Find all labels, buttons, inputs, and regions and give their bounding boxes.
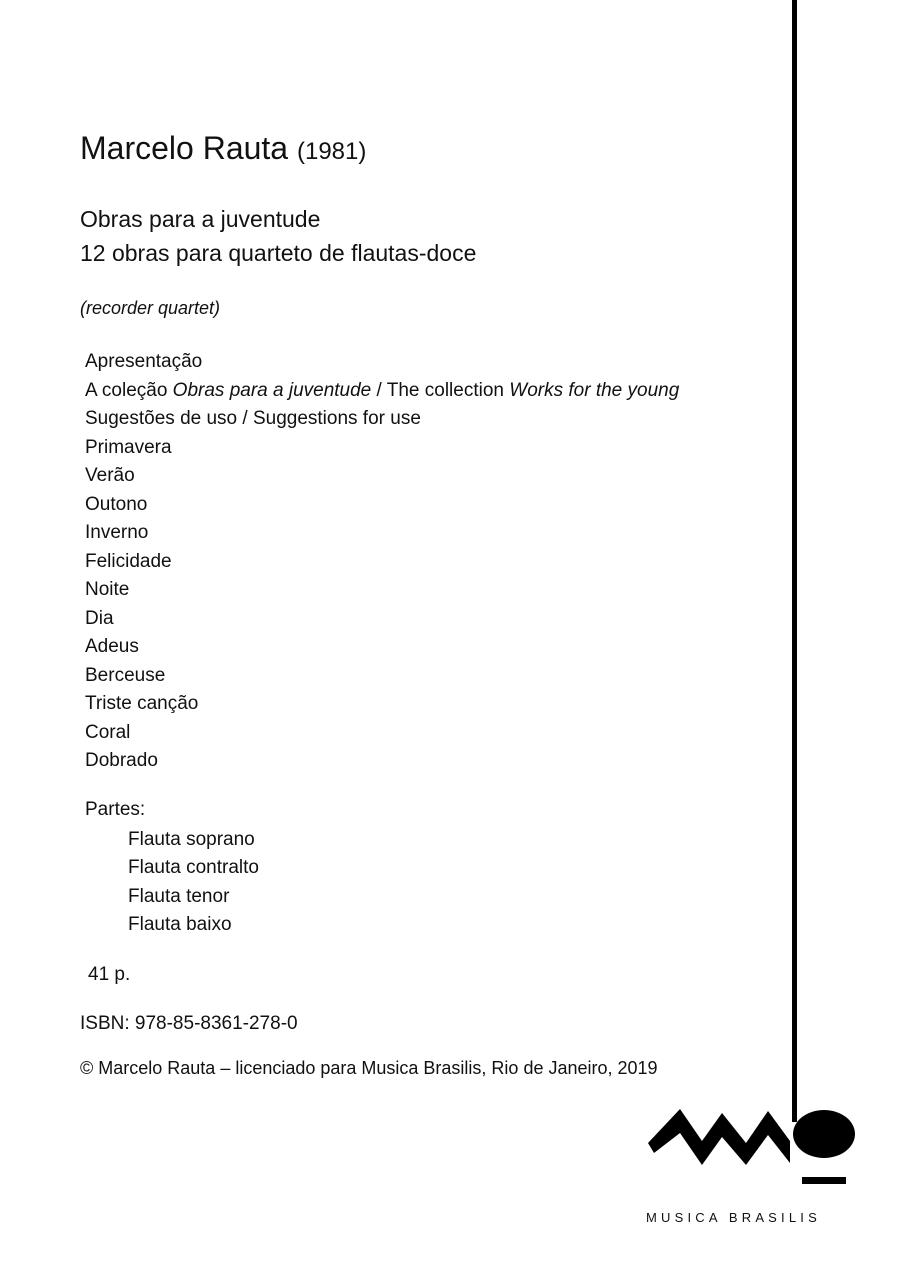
contents-item-collection xyxy=(85,377,679,406)
piece-item: Noite xyxy=(85,579,130,600)
piece-item: Verão xyxy=(85,465,135,486)
part-item: Flauta baixo xyxy=(128,913,232,935)
piece-item: Coral xyxy=(85,721,131,743)
piece-item: Inverno xyxy=(85,522,149,543)
collection-separator: / The collection xyxy=(371,379,510,401)
part-item: Flauta soprano xyxy=(128,829,255,850)
page-count: 41 p. xyxy=(88,964,131,985)
part-item: Flauta tenor xyxy=(128,885,230,907)
part-item: Flauta contralto xyxy=(128,857,259,879)
parts-label: Partes: xyxy=(85,799,146,820)
instrumentation-note: (recorder quartet) xyxy=(80,298,221,318)
contents-list xyxy=(85,348,679,776)
composer-years: (1981) xyxy=(296,138,367,165)
piece-item: Felicidade xyxy=(85,550,172,572)
note-stem-line xyxy=(792,0,797,1122)
composer-heading xyxy=(80,130,366,167)
piece-item: Triste canção xyxy=(85,693,199,714)
isbn: ISBN: 978-85-8361-278-0 xyxy=(80,1013,298,1034)
collection-title-pt: Obras para a juventude xyxy=(172,379,372,401)
work-title-line-2: 12 obras para quarteto de flautas-doce xyxy=(80,240,477,266)
piece-item: Adeus xyxy=(85,636,139,657)
collection-title-en: Works for the young xyxy=(509,379,680,401)
contents-item-presentation: Apresentação xyxy=(85,351,203,372)
parts-list xyxy=(128,826,259,939)
musica-brasilis-logo-icon xyxy=(640,1095,860,1195)
work-title-line-1: Obras para a juventude xyxy=(80,206,321,232)
piece-item: Outono xyxy=(85,493,148,515)
publisher-wordmark: MUSICA BRASILIS xyxy=(646,1210,821,1225)
piece-item: Dobrado xyxy=(85,750,158,771)
piece-item: Berceuse xyxy=(85,664,166,686)
piece-item: Dia xyxy=(85,607,114,629)
composer-name: Marcelo Rauta xyxy=(80,130,289,166)
piece-item: Primavera xyxy=(85,436,172,458)
work-title xyxy=(80,202,476,270)
copyright-notice: © Marcelo Rauta – licenciado para Musica Brasilis, Rio de Janeiro, 2019 xyxy=(80,1058,658,1078)
contents-item-suggestions: Sugestões de uso / Suggestions for use xyxy=(85,408,421,429)
collection-prefix: A coleção xyxy=(85,379,173,401)
